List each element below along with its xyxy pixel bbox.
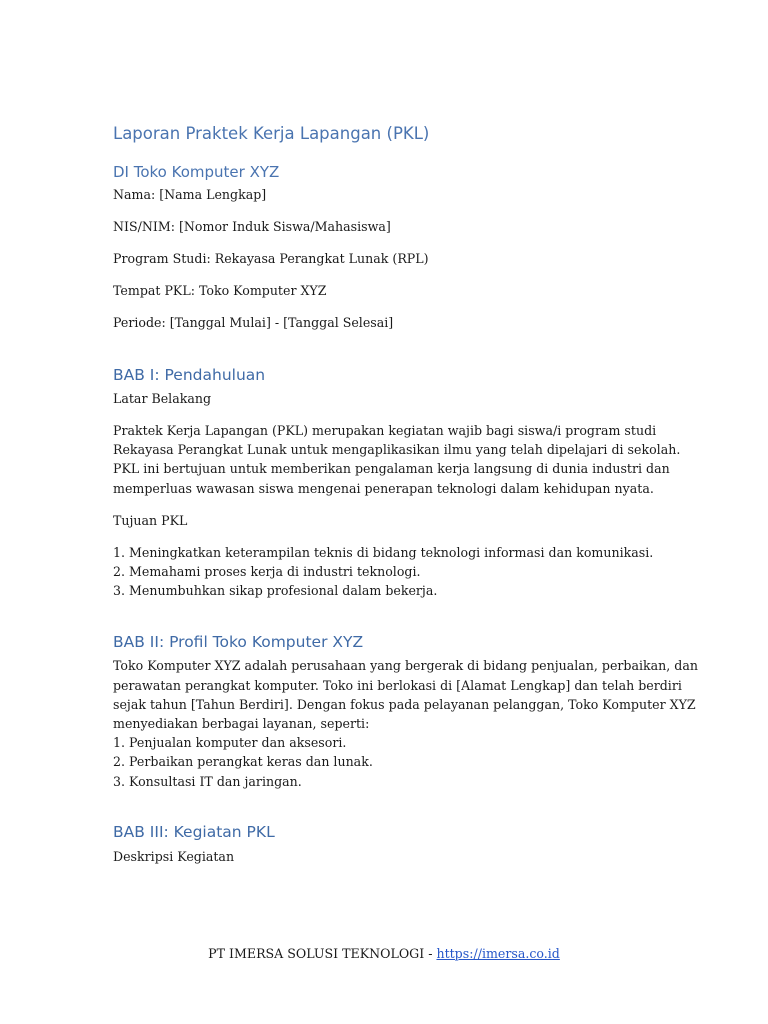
bab1-paragraph-line: Praktek Kerja Lapangan (PKL) merupakan kegiatan wajib bagi siswa/i program studi xyxy=(113,423,657,438)
bab2-heading: BAB II: Profil Toko Komputer XYZ xyxy=(113,633,364,651)
document-subtitle: DI Toko Komputer XYZ xyxy=(113,163,280,181)
bab2-paragraph-line: sejak tahun [Tahun Berdiri]. Dengan fokus pada pelayanan pelanggan, Toko Komputer XYZ xyxy=(113,697,696,712)
bab1-paragraph-line: Rekayasa Perangkat Lunak untuk mengaplikasikan ilmu yang telah dipelajari di sekolah. xyxy=(113,442,681,457)
document-title: Laporan Praktek Kerja Lapangan (PKL) xyxy=(113,124,430,143)
footer-website-link[interactable]: https://imersa.co.id xyxy=(436,946,560,961)
bab1-paragraph-line: PKL ini bertujuan untuk memberikan pengalaman kerja langsung di dunia industri dan xyxy=(113,461,670,476)
bab1-tujuan-item: 3. Menumbuhkan sikap profesional dalam bekerja. xyxy=(113,583,438,598)
bab1-tujuan-label: Tujuan PKL xyxy=(113,513,188,528)
identity-periode: Periode: [Tanggal Mulai] - [Tanggal Selesai] xyxy=(113,315,394,330)
identity-nis: NIS/NIM: [Nomor Induk Siswa/Mahasiswa] xyxy=(113,219,391,234)
bab1-tujuan-item: 1. Meningkatkan keterampilan teknis di bidang teknologi informasi dan komunikasi. xyxy=(113,545,654,560)
bab2-paragraph-line: menyediakan berbagai layanan, seperti: xyxy=(113,716,370,731)
page-footer xyxy=(0,946,768,961)
bab2-list-item: 3. Konsultasi IT dan jaringan. xyxy=(113,774,302,789)
identity-tempat: Tempat PKL: Toko Komputer XYZ xyxy=(113,283,327,298)
bab3-heading: BAB III: Kegiatan PKL xyxy=(113,823,275,841)
bab1-paragraph-line: memperluas wawasan siswa mengenai penerapan teknologi dalam kehidupan nyata. xyxy=(113,481,654,496)
bab1-heading: BAB I: Pendahuluan xyxy=(113,366,266,384)
bab2-paragraph-line: perawatan perangkat komputer. Toko ini berlokasi di [Alamat Lengkap] dan telah berdiri xyxy=(113,678,682,693)
bab2-list-item: 2. Perbaikan perangkat keras dan lunak. xyxy=(113,754,373,769)
bab2-list-item: 1. Penjualan komputer dan aksesori. xyxy=(113,735,347,750)
footer-company: PT IMERSA SOLUSI TEKNOLOGI - xyxy=(208,946,437,961)
bab3-deskripsi-label: Deskripsi Kegiatan xyxy=(113,849,235,864)
bab1-latar-label: Latar Belakang xyxy=(113,391,212,406)
bab1-tujuan-item: 2. Memahami proses kerja di industri teknologi. xyxy=(113,564,421,579)
identity-nama: Nama: [Nama Lengkap] xyxy=(113,187,267,202)
bab2-paragraph-line: Toko Komputer XYZ adalah perusahaan yang bergerak di bidang penjualan, perbaikan, dan xyxy=(113,658,698,673)
identity-program: Program Studi: Rekayasa Perangkat Lunak (RPL) xyxy=(113,251,429,266)
